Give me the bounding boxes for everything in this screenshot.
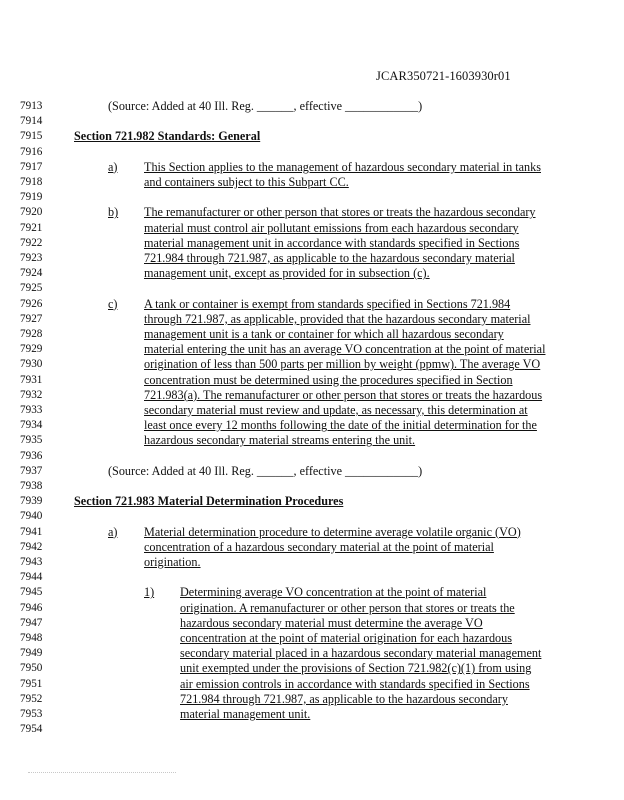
line-text: 1): [144, 585, 155, 600]
line-number: 7915: [20, 130, 43, 143]
document-line: [0, 418, 624, 433]
document-line: [0, 677, 624, 692]
line-text: unit exempted under the provisions of Section 721.982(c)(1) from using: [180, 661, 532, 676]
document-line: [0, 327, 624, 342]
line-number: 7916: [20, 145, 43, 158]
line-text: hazardous secondary material must determine the average VO: [180, 615, 483, 630]
line-text: material management unit in accordance with standards specified in Sections: [144, 235, 520, 250]
document-line: [0, 160, 624, 175]
line-text: hazardous secondary material streams entering the unit.: [144, 433, 416, 448]
line-number: 7922: [20, 236, 43, 249]
document-line: [0, 555, 624, 570]
document-line: [0, 509, 624, 524]
line-text: secondary material placed in a hazardous secondary material management: [180, 646, 542, 661]
line-number: 7935: [20, 434, 43, 447]
line-text: and containers subject to this Subpart CC.: [144, 175, 349, 189]
line-number: 7949: [20, 647, 43, 660]
section-heading: Section 721.982 Standards: General: [74, 129, 261, 144]
line-number: 7918: [20, 176, 43, 188]
document-line: [0, 661, 624, 676]
document-line: [0, 99, 624, 114]
line-number: 7936: [20, 449, 43, 462]
line-number: 7930: [20, 358, 43, 371]
line-number: 7950: [20, 662, 43, 675]
line-text: concentration at the point of material origination for each hazardous: [180, 631, 512, 645]
line-number: 7929: [20, 343, 43, 356]
line-number: 7941: [20, 525, 43, 538]
line-number: 7951: [20, 677, 43, 690]
footer-rule: [28, 772, 176, 774]
line-number: 7944: [20, 571, 43, 584]
document-line: [0, 449, 624, 464]
document-line: [0, 236, 624, 251]
line-number: 7943: [20, 556, 43, 568]
line-number: 7939: [20, 495, 43, 508]
document-line: [0, 373, 624, 388]
line-number: 7952: [20, 692, 43, 705]
line-text: management unit is a tank or container for which all hazardous secondary: [144, 327, 504, 341]
document-line: [0, 631, 624, 646]
document-line: [0, 464, 624, 479]
line-number: 7947: [20, 616, 43, 629]
document-line: [0, 205, 624, 220]
line-text: origination.: [144, 555, 201, 569]
document-line: [0, 616, 624, 631]
line-text: origination. A remanufacturer or other person that stores or treats the: [180, 600, 515, 615]
document-line: [0, 433, 624, 448]
line-text: c): [108, 296, 118, 311]
line-text: This Section applies to the management of hazardous secondary material in tanks: [144, 159, 541, 174]
line-text: Material determination procedure to determine average volatile organic (VO): [144, 524, 521, 539]
line-text: (Source: Added at 40 Ill. Reg. ______, effective ____________): [108, 99, 423, 113]
line-text: 721.984 through 721.987, as applicable to the hazardous secondary material: [144, 251, 515, 265]
line-number: 7921: [20, 221, 43, 234]
document-line: [0, 646, 624, 661]
document-line: [0, 494, 624, 509]
document-line: [0, 479, 624, 494]
line-number: 7925: [20, 282, 43, 295]
document-line: [0, 114, 624, 129]
line-number: 7933: [20, 404, 43, 416]
document-line: [0, 175, 624, 190]
line-text: least once every 12 months following the date of the initial determination for the: [144, 418, 537, 433]
line-text: (Source: Added at 40 Ill. Reg. ______, effective ____________): [108, 463, 423, 478]
document-line: [0, 388, 624, 403]
line-text: secondary material must review and update, as necessary, this determination at: [144, 403, 528, 417]
document-line: [0, 342, 624, 357]
line-text: management unit, except as provided for in subsection (c).: [144, 266, 430, 281]
line-text: a): [108, 524, 118, 539]
line-text: a): [108, 159, 118, 174]
document-line: [0, 540, 624, 555]
line-text: b): [108, 205, 119, 220]
line-number: 7938: [20, 480, 43, 492]
line-number: 7923: [20, 252, 43, 264]
line-number: 7942: [20, 540, 43, 553]
line-text: 721.983(a). The remanufacturer or other person that stores or treats the hazardous: [144, 387, 543, 402]
line-number: 7931: [20, 373, 43, 386]
document-line: [0, 266, 624, 281]
document-line: [0, 707, 624, 722]
line-number: 7937: [20, 464, 43, 477]
document-line: [0, 525, 624, 540]
line-number: 7917: [20, 160, 43, 173]
document-line: [0, 221, 624, 236]
line-number: 7932: [20, 388, 43, 401]
document-line: [0, 281, 624, 296]
line-number: 7954: [20, 723, 43, 736]
line-number: 7926: [20, 297, 43, 310]
line-text: through 721.987, as applicable, provided that the hazardous secondary material: [144, 311, 531, 326]
line-text: A tank or container is exempt from standards specified in Sections 721.984: [144, 296, 511, 311]
line-text: concentration must be determined using the procedures specified in Section: [144, 372, 513, 387]
line-number: 7934: [20, 419, 43, 432]
line-text: material must control air pollutant emissions from each hazardous secondary: [144, 220, 519, 235]
document-line: [0, 251, 624, 266]
line-number: 7945: [20, 586, 43, 599]
document-line: [0, 570, 624, 585]
line-text: material entering the unit has an average VO concentration at the point of material: [144, 342, 546, 357]
line-text: 721.984 through 721.987, as applicable to the hazardous secondary: [180, 691, 508, 706]
line-number: 7920: [20, 206, 43, 219]
line-number: 7913: [20, 100, 43, 112]
line-number: 7940: [20, 510, 43, 523]
line-text: air emission controls in accordance with standards specified in Sections: [180, 676, 530, 691]
document-line: [0, 145, 624, 160]
line-number: 7927: [20, 312, 43, 325]
line-number: 7919: [20, 191, 43, 204]
document-line: [0, 190, 624, 205]
line-text: The remanufacturer or other person that stores or treats the hazardous secondary: [144, 205, 536, 220]
document-line: [0, 357, 624, 372]
line-text: Determining average VO concentration at the point of material: [180, 585, 487, 600]
document-line: [0, 585, 624, 600]
line-number: 7928: [20, 328, 43, 340]
line-number: 7914: [20, 115, 43, 128]
document-line: [0, 129, 624, 144]
document-line: [0, 403, 624, 418]
document-line: [0, 312, 624, 327]
line-text: origination of less than 500 parts per million by weight (ppmw). The average VO: [144, 357, 541, 372]
line-number: 7924: [20, 267, 43, 280]
document-line: [0, 297, 624, 312]
line-text: concentration of a hazardous secondary material at the point of material: [144, 539, 494, 554]
document-id: JCAR350721-1603930r01: [376, 69, 511, 83]
document-line: [0, 722, 624, 737]
section-heading: Section 721.983 Material Determination Procedures: [74, 494, 344, 509]
line-number: 7953: [20, 708, 43, 720]
line-number: 7948: [20, 632, 43, 644]
document-line: [0, 601, 624, 616]
line-number: 7946: [20, 601, 43, 614]
document-line: [0, 692, 624, 707]
line-text: material management unit.: [180, 707, 311, 721]
